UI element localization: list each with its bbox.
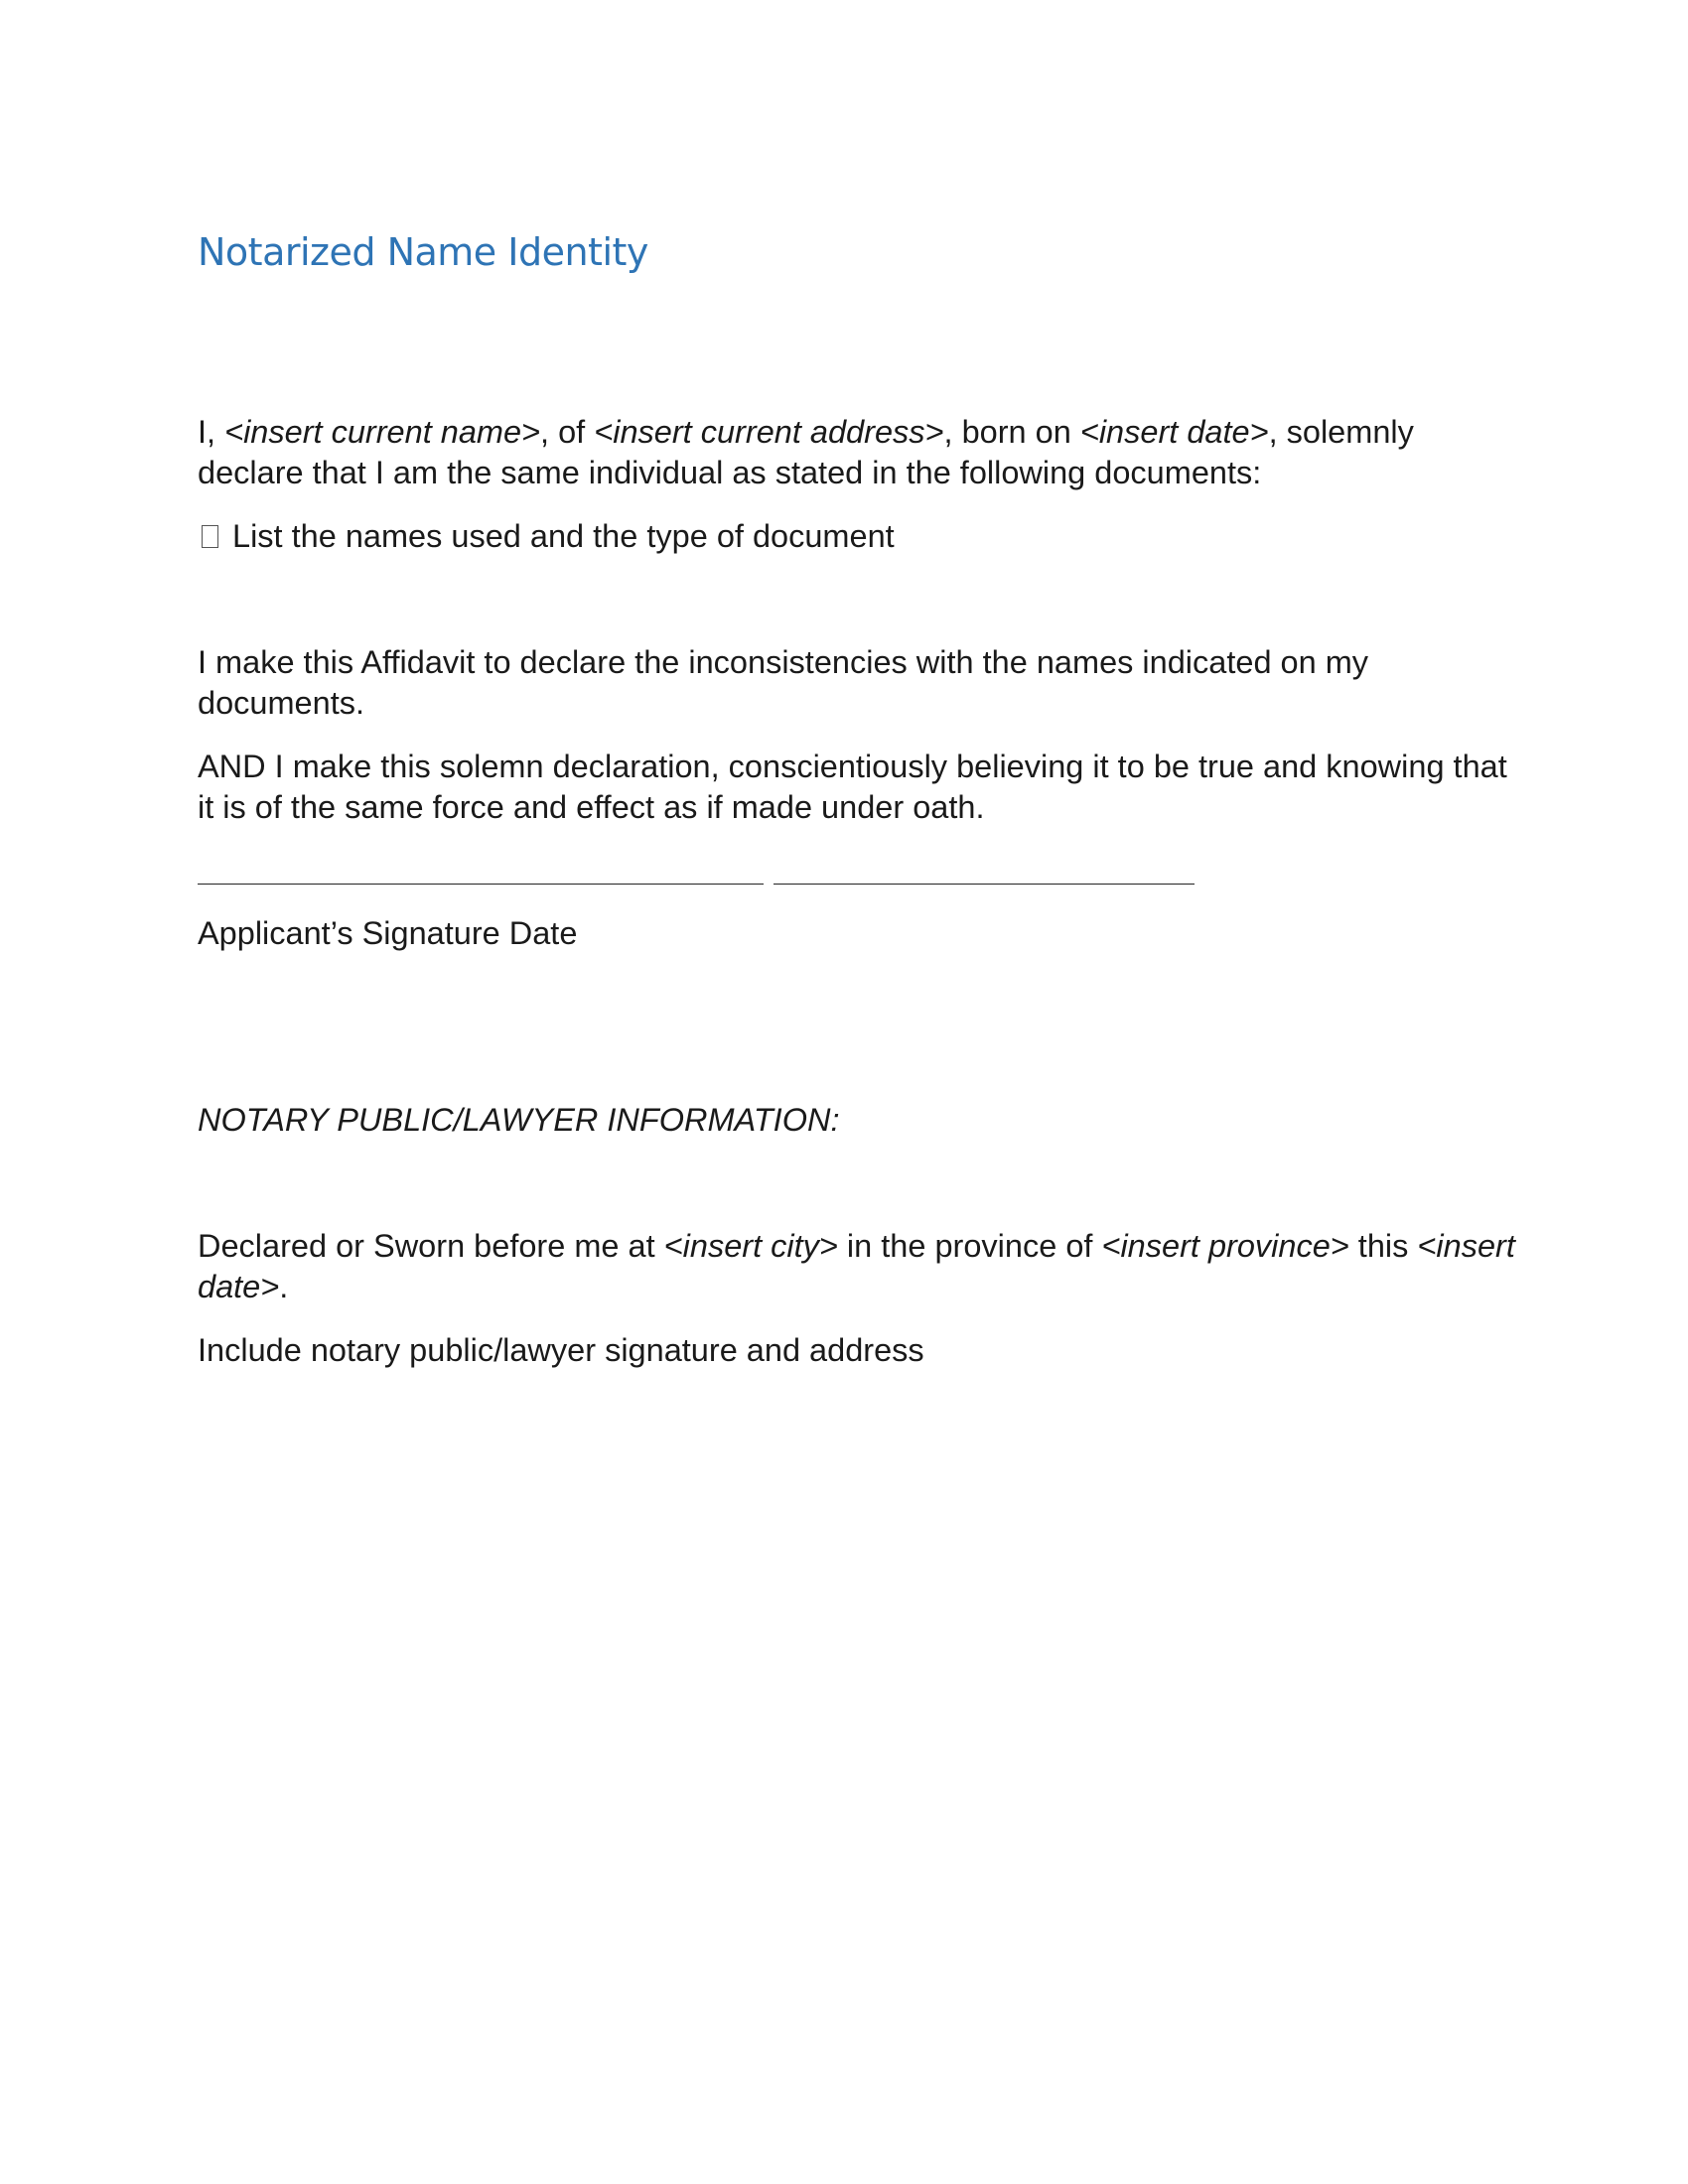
notary-instruction: Include notary public/lawyer signature and address <box>198 1332 924 1368</box>
signature-labels: Applicant’s Signature Date <box>198 915 578 951</box>
declaration-paragraph <box>198 412 1518 493</box>
sworn-prefix: Declared or Sworn before me at <box>198 1228 664 1264</box>
declaration-born: , born on <box>943 414 1080 450</box>
declaration-of: , of <box>540 414 595 450</box>
address-placeholder: <insert current address> <box>594 414 944 450</box>
date-signature-line <box>774 884 1195 885</box>
city-placeholder: <insert city> <box>663 1228 838 1264</box>
birth-date-placeholder: <insert date> <box>1079 414 1269 450</box>
sworn-date-placeholder: <insert date> <box>198 1228 1515 1304</box>
name-placeholder: <insert current name> <box>224 414 541 450</box>
notary-heading: NOTARY PUBLIC/LAWYER INFORMATION: <box>198 1102 840 1138</box>
declaration-prefix: I, <box>198 414 225 450</box>
sworn-middle: in the province of <box>837 1228 1102 1264</box>
checkbox-square-icon <box>202 525 218 548</box>
document-list-item <box>198 516 895 557</box>
document-title: Notarized Name Identity <box>198 230 648 274</box>
sworn-paragraph <box>198 1226 1518 1307</box>
province-placeholder: <insert province> <box>1101 1228 1349 1264</box>
list-item-text: List the names used and the type of document <box>232 518 895 554</box>
declaration-rest: , solemnly declare that I am the same individual as stated in the following documents: <box>198 414 1414 490</box>
sworn-end: . <box>279 1269 289 1304</box>
applicant-signature-line <box>198 884 764 885</box>
affidavit-paragraph: I make this Affidavit to declare the inconsistencies with the names indicated on my documents. <box>198 644 1369 721</box>
sworn-this: this <box>1348 1228 1418 1264</box>
solemn-declaration-paragraph: AND I make this solemn declaration, conscientiously believing it to be true and knowing that it is of the same force and effect as if made under oath. <box>198 749 1507 825</box>
